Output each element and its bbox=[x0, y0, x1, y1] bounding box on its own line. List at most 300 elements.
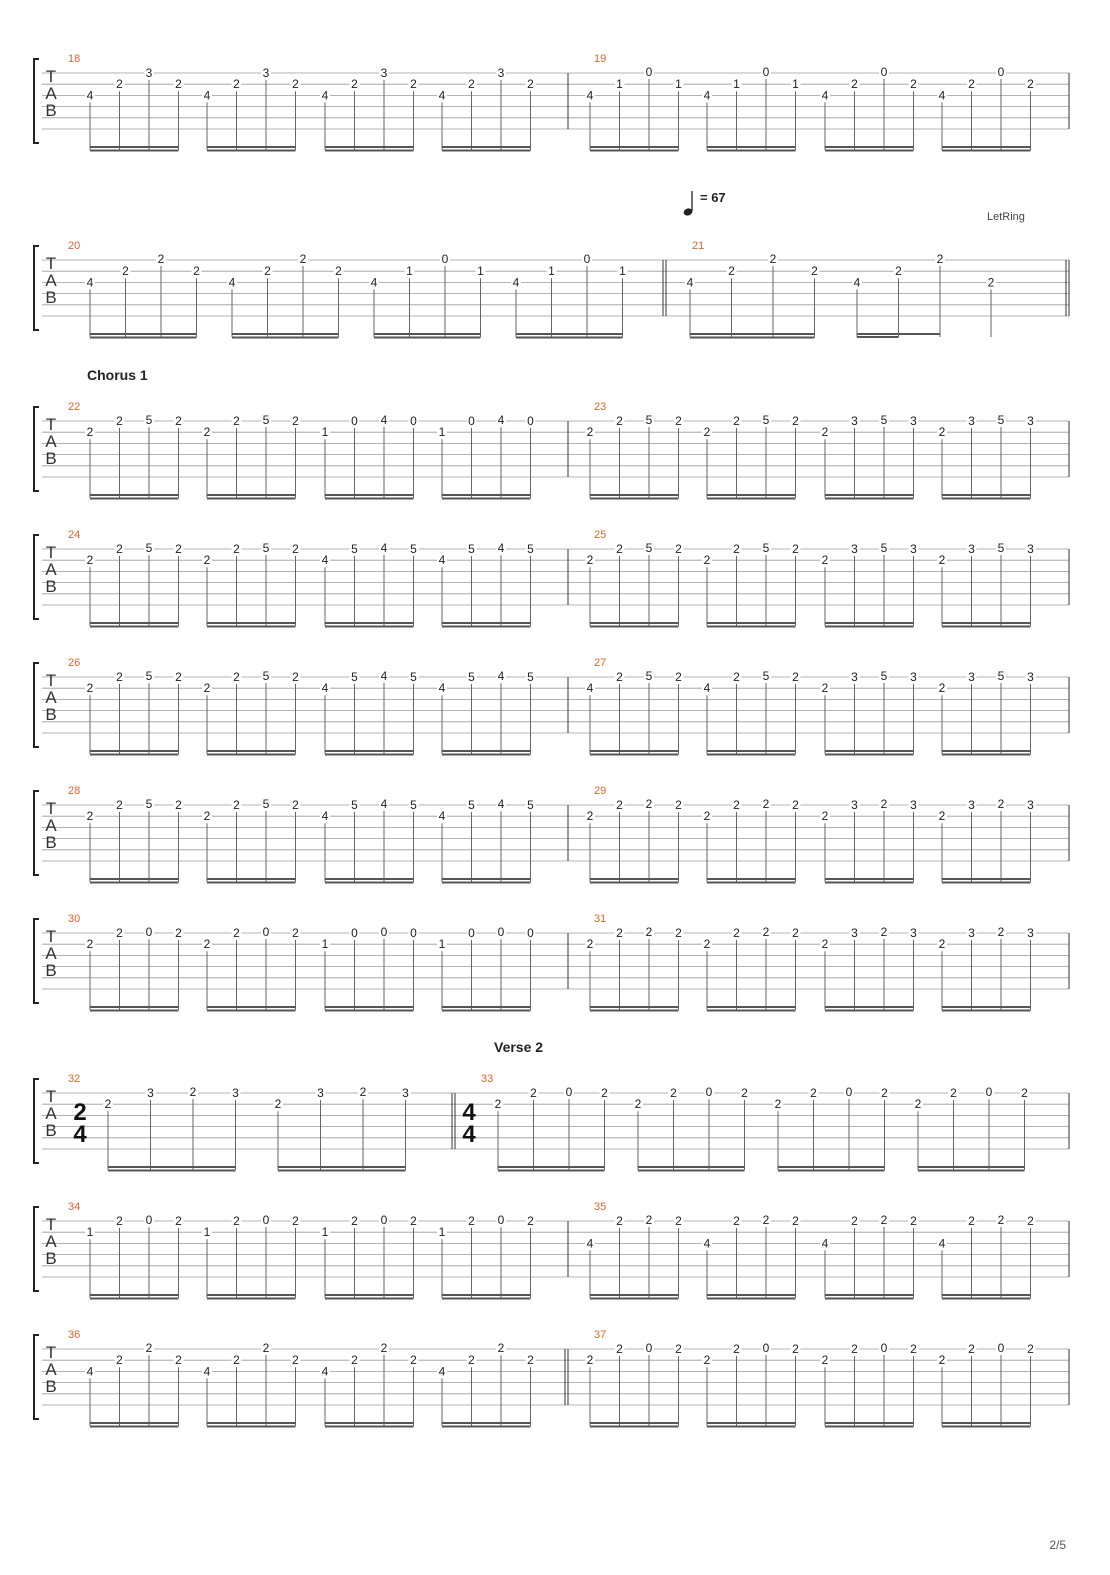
fret-number: 2 bbox=[733, 798, 740, 812]
fret-number: 2 bbox=[910, 1342, 917, 1356]
fret-number: 2 bbox=[792, 798, 799, 812]
tab-clef-letter: A bbox=[45, 271, 57, 290]
fret-number: 2 bbox=[733, 670, 740, 684]
fret-number: 3 bbox=[851, 414, 858, 428]
fret-number: 2 bbox=[203, 553, 211, 568]
tab-system bbox=[34, 246, 1069, 338]
fret-number: 2 bbox=[821, 553, 829, 568]
fret-number: 4 bbox=[380, 413, 388, 427]
fret-number: 4 bbox=[586, 681, 594, 696]
fret-number: 2 bbox=[193, 264, 200, 279]
fret-number: 2 bbox=[703, 937, 711, 952]
fret-number: 4 bbox=[321, 88, 329, 103]
fret-number: 5 bbox=[145, 541, 153, 555]
fret-number: 1 bbox=[438, 425, 446, 440]
fret-number: 2 bbox=[880, 797, 888, 811]
fret-number: 4 bbox=[321, 1364, 329, 1379]
fret-number: 2 bbox=[1027, 1342, 1034, 1356]
tab-clef-letter: A bbox=[45, 1232, 57, 1251]
fret-number: 1 bbox=[321, 425, 329, 440]
fret-number: 3 bbox=[317, 1086, 324, 1100]
measure-number: 18 bbox=[68, 53, 81, 65]
fret-number: 2 bbox=[703, 809, 711, 824]
fret-number: 2 bbox=[527, 1353, 534, 1368]
fret-number: 2 bbox=[233, 414, 240, 428]
fret-number: 2 bbox=[733, 542, 740, 556]
tab-clef-letter: B bbox=[45, 1377, 57, 1396]
fret-number: 4 bbox=[821, 88, 829, 103]
fret-number: 1 bbox=[203, 1225, 211, 1240]
fret-number: 0 bbox=[527, 414, 534, 428]
tab-clef-letter: A bbox=[45, 1104, 57, 1123]
fret-number: 2 bbox=[762, 1213, 770, 1227]
fret-number: 0 bbox=[880, 1341, 888, 1355]
fret-number: 5 bbox=[410, 670, 417, 684]
fret-number: 2 bbox=[410, 1214, 417, 1228]
fret-number: 2 bbox=[733, 1342, 740, 1356]
fret-number: 2 bbox=[703, 1353, 711, 1368]
fret-number: 5 bbox=[645, 541, 653, 555]
fret-number: 1 bbox=[438, 937, 446, 952]
tab-clef-letter: A bbox=[45, 84, 57, 103]
fret-number: 4 bbox=[86, 1364, 94, 1379]
fret-number: 2 bbox=[86, 809, 94, 824]
fret-number: 2 bbox=[203, 937, 211, 952]
measure-number: 25 bbox=[594, 529, 607, 541]
fret-number: 2 bbox=[527, 77, 534, 92]
fret-number: 4 bbox=[86, 88, 94, 103]
tab-clef-letter: T bbox=[45, 254, 57, 273]
fret-number: 2 bbox=[792, 1214, 799, 1228]
fret-number: 2 bbox=[175, 1214, 182, 1228]
fret-number: 4 bbox=[380, 797, 388, 811]
fret-number: 2 bbox=[936, 252, 944, 266]
fret-number: 2 bbox=[938, 1353, 946, 1368]
page-number: 2/5 bbox=[1049, 1538, 1066, 1552]
fret-number: 4 bbox=[586, 1236, 594, 1251]
fret-number: 5 bbox=[262, 413, 270, 427]
system-bracket bbox=[34, 535, 39, 619]
fret-number: 4 bbox=[321, 553, 329, 568]
fret-number: 5 bbox=[262, 541, 270, 555]
fret-number: 4 bbox=[497, 669, 505, 683]
fret-number: 2 bbox=[769, 252, 777, 266]
fret-number: 2 bbox=[335, 264, 342, 279]
fret-number: 5 bbox=[410, 798, 417, 812]
fret-number: 3 bbox=[910, 542, 917, 556]
tempo-marking bbox=[683, 191, 694, 217]
measure-number: 26 bbox=[68, 657, 81, 669]
fret-number: 2 bbox=[910, 77, 917, 92]
fret-number: 0 bbox=[997, 65, 1005, 79]
fret-number: 3 bbox=[968, 670, 975, 684]
fret-number: 0 bbox=[380, 925, 388, 939]
tab-clef-letter: A bbox=[45, 432, 57, 451]
fret-number: 2 bbox=[675, 414, 682, 428]
tempo-label: = 67 bbox=[700, 190, 726, 205]
fret-number: 3 bbox=[968, 542, 975, 556]
fret-number: 0 bbox=[645, 1341, 653, 1355]
fret-number: 2 bbox=[203, 425, 211, 440]
fret-number: 2 bbox=[741, 1086, 748, 1100]
fret-number: 4 bbox=[438, 1364, 446, 1379]
fret-number: 2 bbox=[670, 1086, 677, 1100]
fret-number: 0 bbox=[997, 1341, 1005, 1355]
fret-number: 2 bbox=[821, 425, 829, 440]
measure-number: 27 bbox=[594, 657, 607, 669]
fret-number: 4 bbox=[938, 1236, 946, 1251]
fret-number: 4 bbox=[203, 1364, 211, 1379]
fret-number: 3 bbox=[147, 1086, 154, 1100]
fret-number: 5 bbox=[997, 413, 1005, 427]
fret-number: 2 bbox=[274, 1097, 282, 1112]
tab-clef-letter: B bbox=[45, 449, 57, 468]
tab-clef-letter: A bbox=[45, 688, 57, 707]
fret-number: 1 bbox=[792, 77, 799, 92]
tab-clef-letter: B bbox=[45, 577, 57, 596]
fret-number: 4 bbox=[821, 1236, 829, 1251]
fret-number: 5 bbox=[762, 413, 770, 427]
fret-number: 0 bbox=[880, 65, 888, 79]
fret-number: 2 bbox=[675, 542, 682, 556]
tab-clef-letter: T bbox=[45, 543, 57, 562]
fret-number: 3 bbox=[497, 66, 505, 80]
time-signature-top: 2 bbox=[73, 1099, 87, 1126]
fret-number: 0 bbox=[762, 65, 770, 79]
fret-number: 2 bbox=[497, 1341, 505, 1355]
fret-number: 1 bbox=[321, 937, 329, 952]
time-signature-bottom: 4 bbox=[462, 1121, 476, 1148]
fret-number: 2 bbox=[292, 77, 299, 92]
fret-number: 3 bbox=[232, 1086, 239, 1100]
fret-number: 5 bbox=[645, 669, 653, 683]
fret-number: 2 bbox=[122, 264, 129, 279]
tab-clef-letter: A bbox=[45, 560, 57, 579]
fret-number: 2 bbox=[299, 252, 307, 266]
fret-number: 2 bbox=[968, 1214, 975, 1228]
fret-number: 4 bbox=[370, 275, 378, 290]
tab-clef-letter: B bbox=[45, 705, 57, 724]
fret-number: 1 bbox=[675, 77, 682, 92]
fret-number: 1 bbox=[548, 264, 555, 279]
fret-number: 2 bbox=[86, 425, 94, 440]
time-signature-top: 4 bbox=[462, 1099, 476, 1126]
fret-number: 2 bbox=[116, 926, 123, 940]
fret-number: 2 bbox=[616, 542, 623, 556]
fret-number: 0 bbox=[380, 1213, 388, 1227]
fret-number: 3 bbox=[851, 542, 858, 556]
tab-system bbox=[34, 59, 1069, 151]
measure-number: 21 bbox=[692, 240, 705, 252]
fret-number: 2 bbox=[104, 1097, 112, 1112]
fret-number: 2 bbox=[233, 926, 240, 940]
measure-number: 19 bbox=[594, 53, 607, 65]
fret-number: 5 bbox=[145, 797, 153, 811]
fret-number: 3 bbox=[1027, 798, 1034, 812]
fret-number: 2 bbox=[86, 681, 94, 696]
fret-number: 2 bbox=[675, 798, 682, 812]
fret-number: 0 bbox=[351, 414, 358, 428]
fret-number: 4 bbox=[321, 809, 329, 824]
fret-number: 4 bbox=[853, 275, 861, 290]
time-signature-bottom: 4 bbox=[73, 1121, 87, 1148]
fret-number: 4 bbox=[497, 413, 505, 427]
fret-number: 2 bbox=[645, 925, 653, 939]
fret-number: 4 bbox=[703, 88, 711, 103]
fret-number: 2 bbox=[264, 264, 271, 279]
fret-number: 2 bbox=[468, 1214, 475, 1228]
fret-number: 2 bbox=[810, 1086, 817, 1100]
fret-number: 2 bbox=[292, 798, 299, 812]
fret-number: 2 bbox=[774, 1097, 782, 1112]
fret-number: 5 bbox=[762, 669, 770, 683]
fret-number: 4 bbox=[497, 797, 505, 811]
fret-number: 0 bbox=[262, 925, 270, 939]
tab-clef-letter: T bbox=[45, 927, 57, 946]
measure-number: 24 bbox=[68, 529, 81, 541]
fret-number: 4 bbox=[86, 275, 94, 290]
fret-number: 2 bbox=[468, 77, 475, 92]
fret-number: 0 bbox=[705, 1085, 713, 1099]
fret-number: 2 bbox=[359, 1085, 367, 1099]
fret-number: 1 bbox=[86, 1225, 94, 1240]
fret-number: 2 bbox=[116, 670, 123, 684]
system-bracket bbox=[34, 1335, 39, 1419]
fret-number: 4 bbox=[228, 275, 236, 290]
fret-number: 2 bbox=[616, 926, 623, 940]
fret-number: 2 bbox=[410, 1353, 417, 1368]
measure-number: 20 bbox=[68, 240, 81, 252]
fret-number: 5 bbox=[351, 542, 358, 556]
tab-clef-letter: T bbox=[45, 671, 57, 690]
tab-clef-letter: T bbox=[45, 415, 57, 434]
fret-number: 2 bbox=[145, 1341, 153, 1355]
fret-number: 2 bbox=[410, 77, 417, 92]
fret-number: 2 bbox=[1027, 77, 1034, 92]
fret-number: 2 bbox=[233, 670, 240, 684]
fret-number: 2 bbox=[586, 425, 594, 440]
fret-number: 2 bbox=[189, 1085, 197, 1099]
fret-number: 0 bbox=[497, 925, 505, 939]
fret-number: 2 bbox=[586, 1353, 594, 1368]
fret-number: 2 bbox=[728, 264, 735, 279]
fret-number: 2 bbox=[351, 1353, 358, 1368]
measure-number: 23 bbox=[594, 401, 607, 413]
fret-number: 2 bbox=[997, 925, 1005, 939]
tab-clef-letter: A bbox=[45, 1360, 57, 1379]
fret-number: 2 bbox=[968, 77, 975, 92]
fret-number: 2 bbox=[938, 553, 946, 568]
fret-number: 5 bbox=[468, 670, 475, 684]
fret-number: 4 bbox=[321, 681, 329, 696]
fret-number: 2 bbox=[175, 542, 182, 556]
system-bracket bbox=[34, 407, 39, 491]
system-bracket bbox=[34, 59, 39, 143]
fret-number: 5 bbox=[527, 542, 534, 556]
fret-number: 2 bbox=[351, 1214, 358, 1228]
fret-number: 1 bbox=[477, 264, 484, 279]
measure-number: 29 bbox=[594, 785, 607, 797]
fret-number: 2 bbox=[938, 809, 946, 824]
system-bracket bbox=[34, 246, 39, 330]
tab-clef-letter: B bbox=[45, 288, 57, 307]
fret-number: 2 bbox=[616, 1214, 623, 1228]
tab-clef-letter: T bbox=[45, 1343, 57, 1362]
fret-number: 5 bbox=[527, 798, 534, 812]
fret-number: 0 bbox=[565, 1085, 573, 1099]
fret-number: 4 bbox=[380, 541, 388, 555]
measure-number: 35 bbox=[594, 1201, 607, 1213]
fret-number: 2 bbox=[527, 1214, 534, 1228]
fret-number: 4 bbox=[586, 88, 594, 103]
system-bracket bbox=[34, 791, 39, 875]
fret-number: 2 bbox=[645, 1213, 653, 1227]
fret-number: 3 bbox=[1027, 926, 1034, 940]
fret-number: 2 bbox=[116, 1353, 123, 1368]
tab-clef-letter: A bbox=[45, 816, 57, 835]
fret-number: 2 bbox=[116, 798, 123, 812]
fret-number: 5 bbox=[351, 670, 358, 684]
fret-number: 5 bbox=[468, 798, 475, 812]
fret-number: 0 bbox=[145, 1213, 153, 1227]
fret-number: 2 bbox=[380, 1341, 388, 1355]
fret-number: 5 bbox=[997, 669, 1005, 683]
measure-number: 30 bbox=[68, 913, 81, 925]
fret-number: 0 bbox=[497, 1213, 505, 1227]
fret-number: 2 bbox=[881, 1086, 888, 1100]
fret-number: 1 bbox=[616, 77, 623, 92]
fret-number: 1 bbox=[321, 1225, 329, 1240]
fret-number: 5 bbox=[468, 542, 475, 556]
fret-number: 2 bbox=[233, 542, 240, 556]
tab-clef-letter: B bbox=[45, 1121, 57, 1140]
fret-number: 2 bbox=[616, 798, 623, 812]
fret-number: 2 bbox=[1027, 1214, 1034, 1228]
fret-number: 2 bbox=[762, 797, 770, 811]
tab-clef-letter: B bbox=[45, 961, 57, 980]
fret-number: 2 bbox=[880, 1213, 888, 1227]
fret-number: 3 bbox=[145, 66, 153, 80]
fret-number: 4 bbox=[203, 88, 211, 103]
fret-number: 2 bbox=[645, 797, 653, 811]
fret-number: 2 bbox=[675, 670, 682, 684]
fret-number: 4 bbox=[380, 669, 388, 683]
fret-number: 2 bbox=[233, 798, 240, 812]
fret-number: 2 bbox=[997, 1213, 1005, 1227]
measure-number: 32 bbox=[68, 1073, 81, 1085]
measure-number: 36 bbox=[68, 1329, 81, 1341]
fret-number: 2 bbox=[675, 926, 682, 940]
fret-number: 0 bbox=[468, 926, 475, 940]
fret-number: 3 bbox=[1027, 414, 1034, 428]
fret-number: 2 bbox=[175, 1353, 182, 1368]
fret-number: 2 bbox=[792, 670, 799, 684]
fret-number: 3 bbox=[910, 414, 917, 428]
fret-number: 2 bbox=[914, 1097, 922, 1112]
fret-number: 2 bbox=[175, 414, 182, 428]
fret-number: 5 bbox=[145, 669, 153, 683]
section-label: Chorus 1 bbox=[87, 367, 148, 383]
measure-number: 31 bbox=[594, 913, 607, 925]
measure-number: 28 bbox=[68, 785, 81, 797]
system-bracket bbox=[34, 1207, 39, 1291]
fret-number: 5 bbox=[997, 541, 1005, 555]
fret-number: 2 bbox=[703, 553, 711, 568]
fret-number: 5 bbox=[880, 413, 888, 427]
fret-number: 2 bbox=[351, 77, 358, 92]
fret-number: 2 bbox=[634, 1097, 642, 1112]
fret-number: 2 bbox=[821, 1353, 829, 1368]
fret-number: 3 bbox=[380, 66, 388, 80]
fret-number: 5 bbox=[645, 413, 653, 427]
fret-number: 2 bbox=[494, 1097, 502, 1112]
fret-number: 2 bbox=[792, 926, 799, 940]
tab-clef-letter: T bbox=[45, 67, 57, 86]
fret-number: 2 bbox=[157, 252, 165, 266]
fret-number: 0 bbox=[441, 252, 449, 266]
fret-number: 3 bbox=[851, 798, 858, 812]
fret-number: 4 bbox=[703, 1236, 711, 1251]
fret-number: 2 bbox=[733, 926, 740, 940]
fret-number: 2 bbox=[821, 809, 829, 824]
fret-number: 4 bbox=[438, 553, 446, 568]
fret-number: 4 bbox=[497, 541, 505, 555]
fret-number: 3 bbox=[1027, 542, 1034, 556]
fret-number: 5 bbox=[880, 541, 888, 555]
fret-number: 2 bbox=[910, 1214, 917, 1228]
tab-clef-letter: B bbox=[45, 1249, 57, 1268]
fret-number: 2 bbox=[586, 553, 594, 568]
fret-number: 2 bbox=[733, 1214, 740, 1228]
fret-number: 2 bbox=[203, 809, 211, 824]
fret-number: 3 bbox=[968, 414, 975, 428]
fret-number: 5 bbox=[262, 669, 270, 683]
fret-number: 5 bbox=[410, 542, 417, 556]
measure-number: 34 bbox=[68, 1201, 81, 1213]
fret-number: 2 bbox=[175, 77, 182, 92]
fret-number: 2 bbox=[675, 1342, 682, 1356]
system-bracket bbox=[34, 1079, 39, 1163]
tab-clef-letter: A bbox=[45, 944, 57, 963]
fret-number: 2 bbox=[1021, 1086, 1028, 1100]
fret-number: 2 bbox=[851, 77, 858, 92]
fret-number: 2 bbox=[851, 1214, 858, 1228]
fret-number: 2 bbox=[116, 542, 123, 556]
fret-number: 2 bbox=[675, 1214, 682, 1228]
fret-number: 3 bbox=[851, 670, 858, 684]
fret-number: 2 bbox=[851, 1342, 858, 1356]
fret-number: 2 bbox=[233, 1214, 240, 1228]
fret-number: 3 bbox=[851, 926, 858, 940]
fret-number: 2 bbox=[950, 1086, 957, 1100]
fret-number: 2 bbox=[895, 264, 902, 279]
fret-number: 2 bbox=[116, 77, 123, 92]
fret-number: 2 bbox=[601, 1086, 608, 1100]
fret-number: 0 bbox=[845, 1085, 853, 1099]
measure-number: 37 bbox=[594, 1329, 607, 1341]
fret-number: 3 bbox=[910, 670, 917, 684]
fret-number: 4 bbox=[512, 275, 520, 290]
fret-number: 0 bbox=[410, 414, 417, 428]
fret-number: 2 bbox=[233, 1353, 240, 1368]
system-bracket bbox=[34, 663, 39, 747]
fret-number: 2 bbox=[175, 926, 182, 940]
fret-number: 2 bbox=[762, 925, 770, 939]
fret-number: 3 bbox=[402, 1086, 409, 1100]
fret-number: 3 bbox=[968, 926, 975, 940]
fret-number: 2 bbox=[262, 1341, 270, 1355]
fret-number: 2 bbox=[811, 264, 818, 279]
